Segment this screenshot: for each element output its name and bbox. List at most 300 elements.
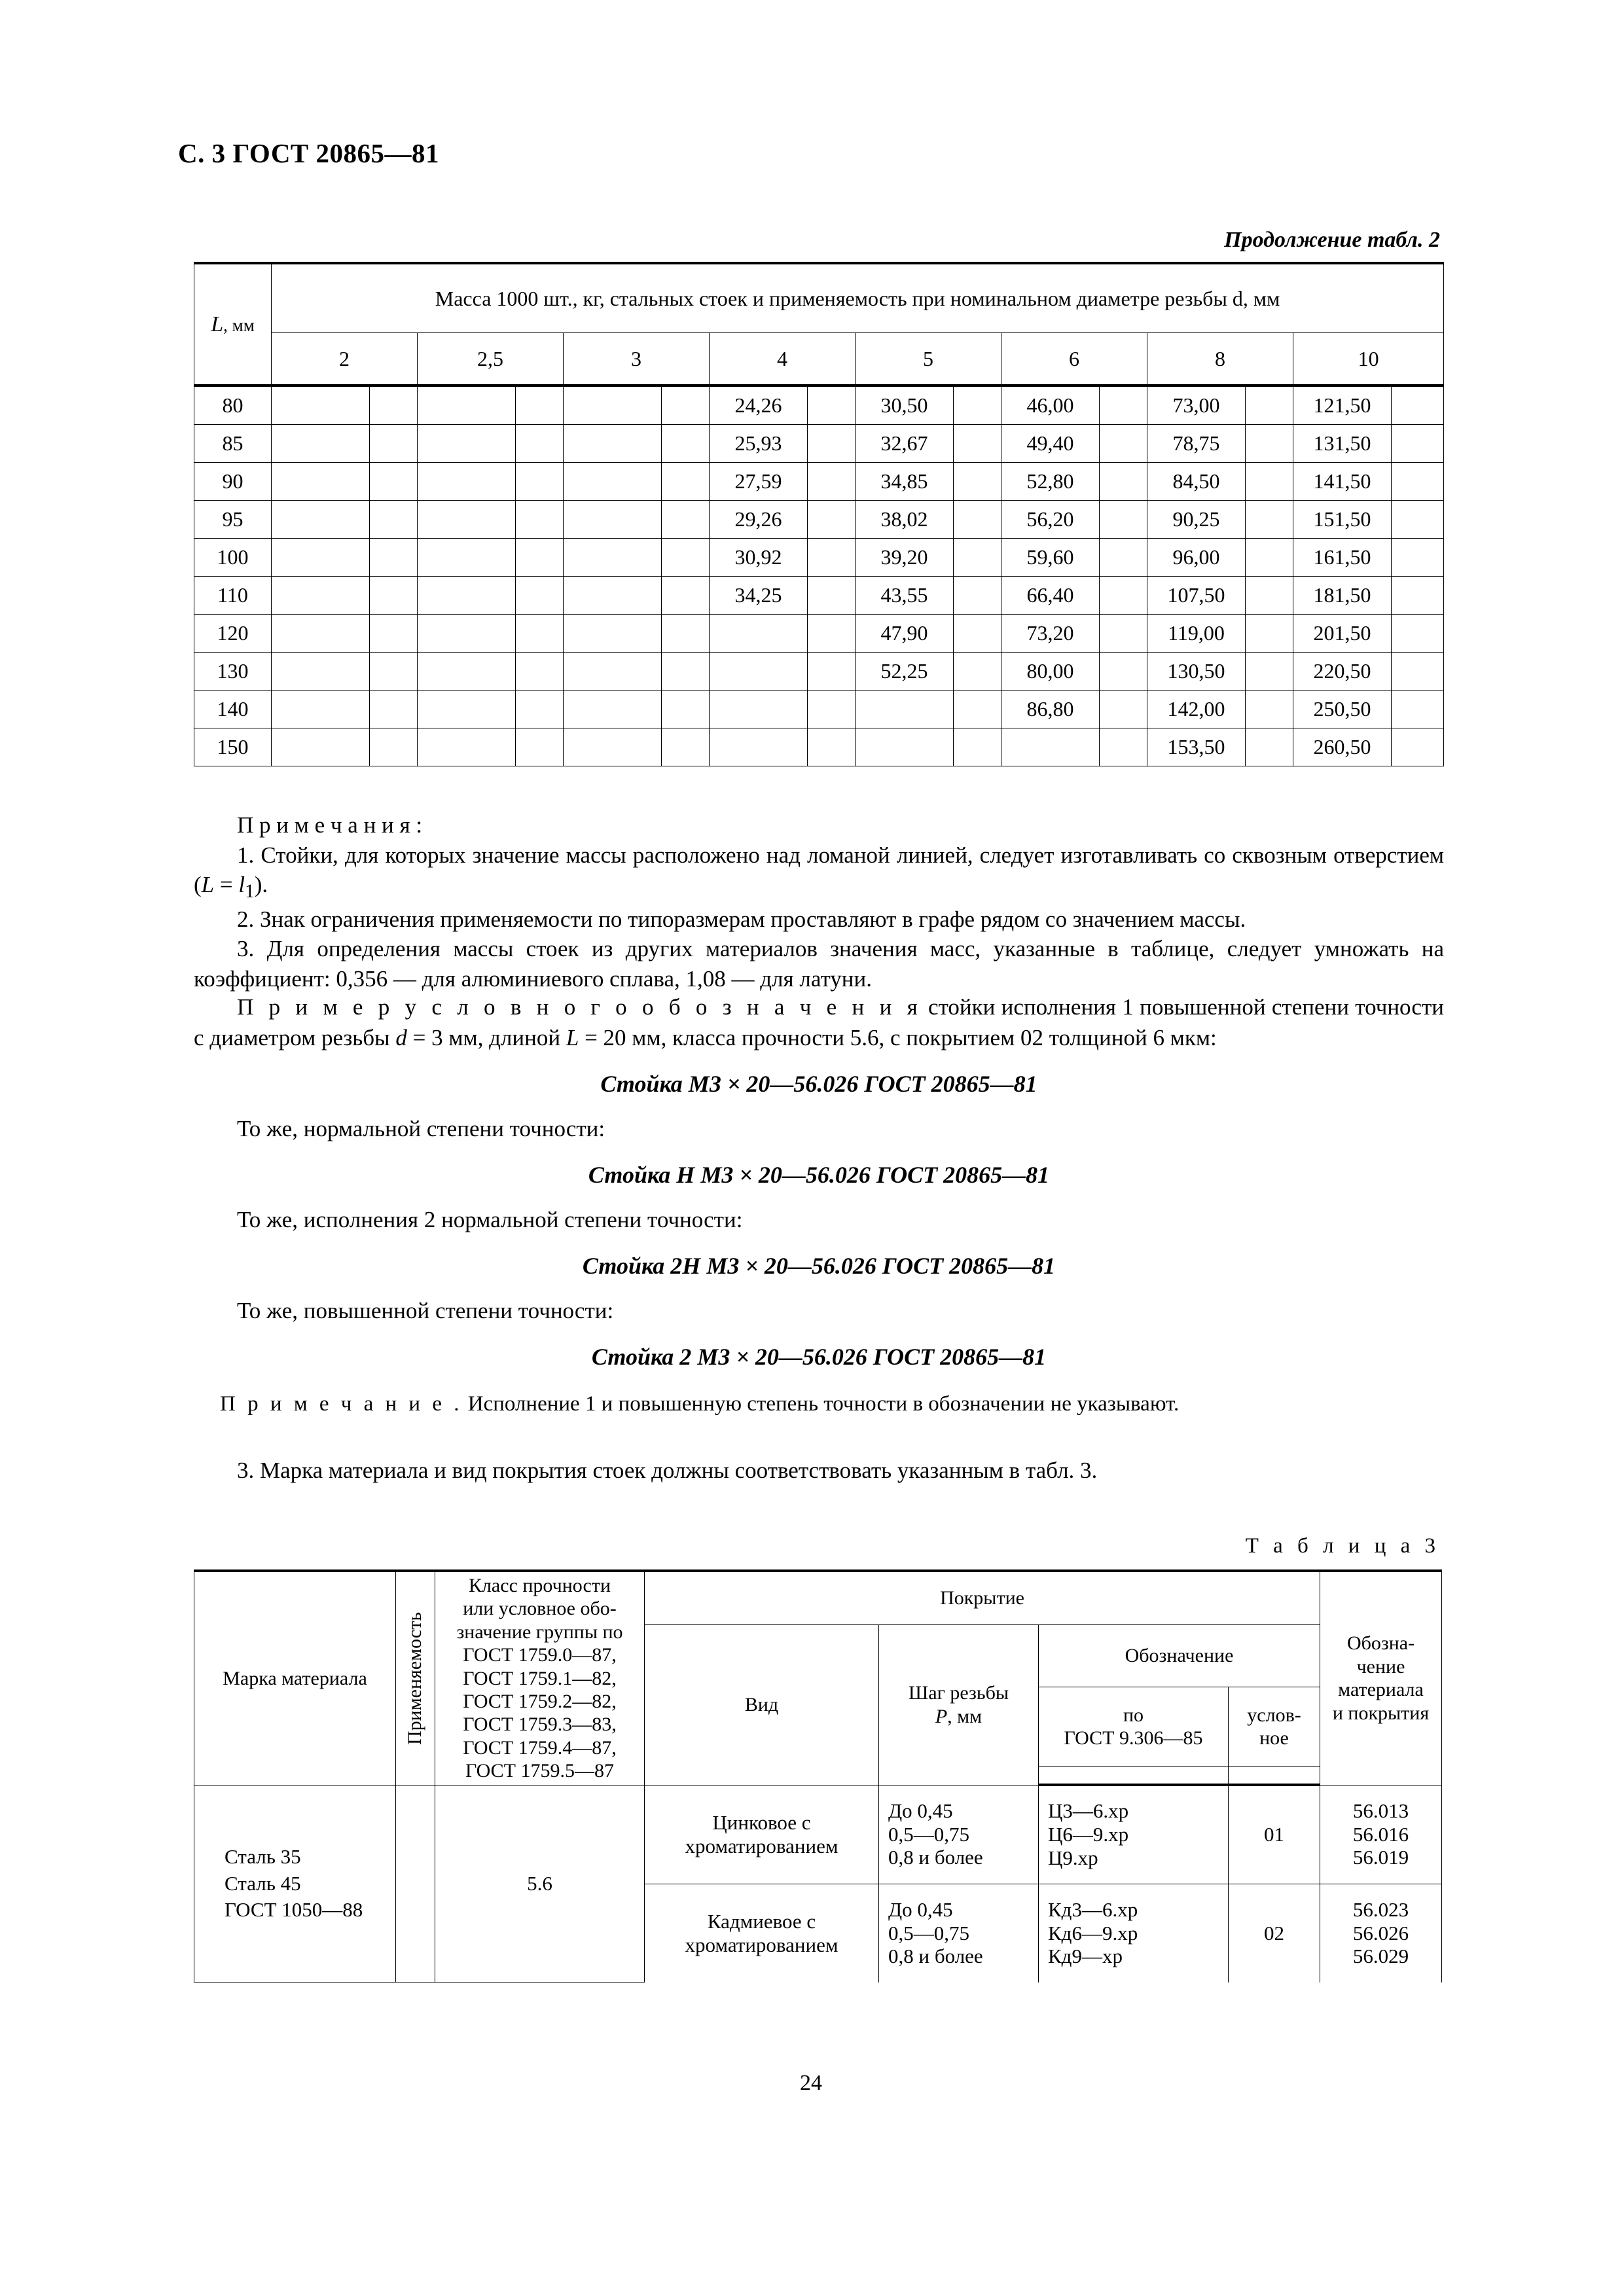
example-d-value: = 3 мм, длиной xyxy=(406,1024,566,1050)
strength-class-line-1: или условное обо- xyxy=(463,1598,617,1620)
table2-cell-applicability xyxy=(808,386,856,425)
table3-header-thread-pitch xyxy=(879,1625,1039,1785)
table2-cell-applicability xyxy=(1392,577,1444,615)
table2-cell-value xyxy=(272,653,370,691)
strength-class-line-5: ГОСТ 1759.2—82, xyxy=(463,1690,617,1712)
table2-cell-applicability xyxy=(370,728,418,766)
table2-cell-value: 30,92 xyxy=(710,539,808,577)
table2 xyxy=(194,262,1444,766)
table2-row-label: 130 xyxy=(194,653,272,691)
table2-cell-applicability xyxy=(954,501,1001,539)
table3-cell-pitch xyxy=(879,1785,1039,1884)
table3-header-spacer xyxy=(1229,1767,1320,1785)
table2-cell-value xyxy=(418,386,516,425)
note-1-eq: = xyxy=(214,872,239,897)
table2-cell-value: 86,80 xyxy=(1001,691,1100,728)
table2-stub-header-unit: , мм xyxy=(223,315,255,335)
designation-example-block xyxy=(194,992,1444,1486)
table2-header-row-1 xyxy=(194,263,1444,333)
table2-cell-value xyxy=(710,615,808,653)
table2-cell-applicability xyxy=(662,653,710,691)
table2-cell-value xyxy=(272,425,370,463)
table3-header-coating: Покрытие xyxy=(645,1571,1320,1625)
table2-cell-applicability xyxy=(1246,386,1293,425)
table2-cell-value xyxy=(418,425,516,463)
table2-cell-value: 130,50 xyxy=(1147,653,1246,691)
table2-cell-applicability xyxy=(808,615,856,653)
table2-row-label: 90 xyxy=(194,463,272,501)
table3-cell-applicability xyxy=(396,1785,435,1982)
table2-row-label: 110 xyxy=(194,577,272,615)
table2-cell-applicability xyxy=(1392,386,1444,425)
coating-kind-line-1: хроматированием xyxy=(685,1933,838,1956)
table2-cell-value: 96,00 xyxy=(1147,539,1246,577)
by-gost-line-2: ГОСТ 9.306—85 xyxy=(1064,1727,1203,1749)
example-intro-rest: стойки исполнения 1 повышенной степени точности с диаметром резьбы xyxy=(194,994,1444,1050)
table2-cell-value: 52,25 xyxy=(856,653,954,691)
table2-cell-applicability xyxy=(516,539,564,577)
table2-cell-value: 260,50 xyxy=(1293,728,1392,766)
table2-cell-applicability xyxy=(808,728,856,766)
table2-cell-value: 43,55 xyxy=(856,577,954,615)
strength-class-line-4: ГОСТ 1759.1—82, xyxy=(463,1667,617,1689)
table2-cell-value xyxy=(418,463,516,501)
designation-3: Стойка 2Н М3 × 20—56.026 ГОСТ 20865—81 xyxy=(582,1253,1056,1280)
table3-header-designation: Обозначение xyxy=(1039,1625,1320,1687)
table2-cell-applicability xyxy=(1100,386,1147,425)
conditional-line-1: услов- xyxy=(1247,1704,1301,1726)
table2-cell-value xyxy=(272,577,370,615)
thread-pitch-line-1: Шаг резьбы xyxy=(908,1682,1009,1704)
table2-continuation-caption: Продолжение табл. 2 xyxy=(1224,228,1440,252)
table2-cell-value: 29,26 xyxy=(710,501,808,539)
table2-cell-applicability xyxy=(1100,728,1147,766)
table3-header-conditional xyxy=(1229,1687,1320,1767)
table2-cell-applicability xyxy=(1246,653,1293,691)
table2-cell-applicability xyxy=(1246,501,1293,539)
pitch-line-2: 0,8 и более xyxy=(888,1846,983,1869)
gost-desig-line-2: Ц9.хр xyxy=(1048,1846,1098,1870)
table2-cell-applicability xyxy=(1246,539,1293,577)
table2-cell-value: 59,60 xyxy=(1001,539,1100,577)
table3-cell-mat-coat-designation xyxy=(1320,1785,1442,1884)
pitch-line-2: 0,8 и более xyxy=(888,1945,983,1968)
table2-cell-value: 220,50 xyxy=(1293,653,1392,691)
table2-cell-applicability xyxy=(954,728,1001,766)
example-L-value: = 20 мм, класса прочности 5.6, с покрытием 02 толщиной 6 мкм: xyxy=(579,1024,1217,1050)
table2-cell-applicability xyxy=(662,539,710,577)
note-item-2: 2. Знак ограничения применяемости по типоразмерам проставляют в графе рядом со значением массы. xyxy=(237,906,1246,932)
table2-stub-header-symbol: L xyxy=(211,312,224,336)
note-item-1 xyxy=(194,840,1444,905)
table3-cell-pitch xyxy=(879,1884,1039,1982)
table2-cell-applicability xyxy=(516,728,564,766)
table2-cell-applicability xyxy=(1246,425,1293,463)
table3-cell-gost-designation xyxy=(1039,1884,1229,1982)
table2-cell-value: 39,20 xyxy=(856,539,954,577)
material-line-0: Сталь 35 xyxy=(225,1845,301,1869)
table2-cell-value xyxy=(418,653,516,691)
table2-cell-value xyxy=(564,425,662,463)
strength-class-line-0: Класс прочности xyxy=(468,1574,611,1596)
table3-cell-coating-kind xyxy=(645,1884,879,1982)
table2-cell-value: 24,26 xyxy=(710,386,808,425)
material-line-2: ГОСТ 1050—88 xyxy=(225,1897,363,1921)
gost-desig-line-0: Кд3—6.хр xyxy=(1048,1897,1138,1921)
table3-cell-material xyxy=(194,1785,396,1982)
thread-pitch-symbol-P: P xyxy=(935,1705,948,1727)
table2-cell-value: 142,00 xyxy=(1147,691,1246,728)
table2-cell-value: 181,50 xyxy=(1293,577,1392,615)
table2-cell-applicability xyxy=(1100,615,1147,653)
table2-row xyxy=(194,501,1444,539)
table2-cell-applicability xyxy=(954,615,1001,653)
table2-cell-applicability xyxy=(370,539,418,577)
note-1-text-end: ). xyxy=(254,872,268,897)
table2-cell-applicability xyxy=(808,577,856,615)
running-head: С. 3 ГОСТ 20865—81 xyxy=(178,138,440,168)
table2-cell-applicability xyxy=(1392,615,1444,653)
table2-cell-applicability xyxy=(1246,615,1293,653)
table2-cell-applicability xyxy=(516,501,564,539)
table2-cell-value xyxy=(564,386,662,425)
table2-row-label: 120 xyxy=(194,615,272,653)
table2-cell-applicability xyxy=(370,386,418,425)
table2-cell-applicability xyxy=(1100,539,1147,577)
note-item-3: 3. Для определения массы стоек из других материалов значения масс, указанные в таблице, следует умножать на коэффициент: 0,356 — для алюминиевого сплава, 1,08 — для латуни. xyxy=(194,936,1444,992)
table2-cell-value xyxy=(710,653,808,691)
table2-cell-value: 49,40 xyxy=(1001,425,1100,463)
example-note-text: Исполнение 1 и повышенную степень точности в обозначении не указывают. xyxy=(462,1392,1180,1416)
table2-cell-value: 78,75 xyxy=(1147,425,1246,463)
table2-cell-applicability xyxy=(1246,577,1293,615)
table2-diameter-header-2: 2 xyxy=(272,333,418,386)
table2-cell-applicability xyxy=(808,691,856,728)
designation-2: Стойка Н М3 × 20—56.026 ГОСТ 20865—81 xyxy=(588,1161,1050,1188)
table2-cell-applicability xyxy=(1392,463,1444,501)
table2-span-header: Масса 1000 шт., кг, стальных стоек и применяемость при номинальном диаметре резьбы d, мм xyxy=(272,263,1444,333)
table2-cell-value: 34,25 xyxy=(710,577,808,615)
table2-cell-applicability xyxy=(808,463,856,501)
designation-1: Стойка М3 × 20—56.026 ГОСТ 20865—81 xyxy=(600,1070,1037,1097)
coating-kind-line-1: хроматированием xyxy=(685,1834,838,1857)
table3-cell-conditional: 01 xyxy=(1229,1785,1320,1884)
example-intro-spaced: П р и м е р у с л о в н о г о о б о з н а ч е н и я xyxy=(237,994,922,1020)
table3-header-applicability xyxy=(396,1571,435,1785)
table2-cell-applicability xyxy=(516,577,564,615)
table2-cell-value: 73,20 xyxy=(1001,615,1100,653)
table2-cell-applicability xyxy=(954,577,1001,615)
table2-cell-applicability xyxy=(954,653,1001,691)
table2-stub-header xyxy=(194,263,272,386)
table3-cell-coating-kind xyxy=(645,1785,879,1884)
mat-coat-desig-line-1: 56.026 xyxy=(1352,1921,1409,1945)
table2-cell-applicability xyxy=(1246,728,1293,766)
table2-cell-value: 27,59 xyxy=(710,463,808,501)
table2-cell-applicability xyxy=(516,425,564,463)
gost-desig-line-1: Ц6—9.хр xyxy=(1048,1823,1129,1846)
lead-2: То же, нормальной степени точности: xyxy=(237,1116,605,1142)
table2-cell-applicability xyxy=(662,386,710,425)
table2-cell-value xyxy=(856,691,954,728)
table2-cell-applicability xyxy=(1392,425,1444,463)
table3-cell-gost-designation xyxy=(1039,1785,1229,1884)
table2-cell-applicability xyxy=(662,577,710,615)
coating-kind-line-0: Цинковое с xyxy=(712,1810,811,1834)
strength-class-line-7: ГОСТ 1759.4—87, xyxy=(463,1736,617,1759)
table2-cell-value: 66,40 xyxy=(1001,577,1100,615)
strength-class-line-6: ГОСТ 1759.3—83, xyxy=(463,1713,617,1736)
table2-cell-value: 56,20 xyxy=(1001,501,1100,539)
pitch-line-1: 0,5—0,75 xyxy=(888,1822,969,1846)
mat-coat-desig-line-0: 56.013 xyxy=(1352,1799,1409,1822)
strength-class-line-3: ГОСТ 1759.0—87, xyxy=(463,1644,617,1666)
table2-cell-applicability xyxy=(370,615,418,653)
table2-cell-applicability xyxy=(808,539,856,577)
table2-cell-applicability xyxy=(808,425,856,463)
table2-diameter-header-3: 3 xyxy=(564,333,710,386)
table2-cell-applicability xyxy=(1392,691,1444,728)
table2-cell-applicability xyxy=(662,463,710,501)
pitch-line-1: 0,5—0,75 xyxy=(888,1921,969,1945)
table2-cell-applicability xyxy=(954,691,1001,728)
mat-coat-line-0: Обозна- xyxy=(1346,1632,1415,1655)
table2-cell-applicability xyxy=(1100,425,1147,463)
table2-cell-applicability xyxy=(1100,653,1147,691)
table2-cell-value xyxy=(710,728,808,766)
table2-cell-value: 153,50 xyxy=(1147,728,1246,766)
table2-row-label: 80 xyxy=(194,386,272,425)
table2-cell-value: 90,25 xyxy=(1147,501,1246,539)
table2-diameter-header-8: 8 xyxy=(1147,333,1293,386)
conditional-line-2: ное xyxy=(1259,1727,1289,1749)
table2-cell-value: 84,50 xyxy=(1147,463,1246,501)
table2-cell-value xyxy=(710,691,808,728)
table2-cell-applicability xyxy=(1392,653,1444,691)
example-symbol-L: L xyxy=(566,1024,579,1050)
table2-cell-value: 119,00 xyxy=(1147,615,1246,653)
table2-cell-value xyxy=(564,463,662,501)
table2-cell-applicability xyxy=(808,653,856,691)
table2-notes xyxy=(194,810,1444,994)
table2-cell-value xyxy=(564,691,662,728)
table2-cell-applicability xyxy=(662,501,710,539)
table2-cell-applicability xyxy=(662,728,710,766)
table2-cell-applicability xyxy=(516,653,564,691)
lead-3: То же, исполнения 2 нормальной степени точности: xyxy=(237,1207,743,1233)
table3-cell-strength-class: 5.6 xyxy=(435,1785,645,1982)
table2-cell-applicability xyxy=(662,691,710,728)
table2-diameter-header-2_5: 2,5 xyxy=(418,333,564,386)
table2-cell-value xyxy=(1001,728,1100,766)
pitch-line-0: До 0,45 xyxy=(888,1897,953,1921)
table2-cell-applicability xyxy=(1392,728,1444,766)
table2-cell-value xyxy=(564,577,662,615)
table2-cell-applicability xyxy=(370,577,418,615)
table2-cell-value: 141,50 xyxy=(1293,463,1392,501)
table2-cell-applicability xyxy=(516,463,564,501)
table2-cell-value: 161,50 xyxy=(1293,539,1392,577)
table2-cell-value xyxy=(564,501,662,539)
table3-cell-conditional: 02 xyxy=(1229,1884,1320,1982)
table2-cell-value xyxy=(272,386,370,425)
mat-coat-desig-line-1: 56.016 xyxy=(1352,1822,1409,1846)
table2-row xyxy=(194,425,1444,463)
table2-cell-value: 25,93 xyxy=(710,425,808,463)
table2-diameter-header-5: 5 xyxy=(856,333,1001,386)
table2-cell-value xyxy=(564,539,662,577)
table2-cell-value xyxy=(418,615,516,653)
table2-cell-value xyxy=(272,691,370,728)
table2-row xyxy=(194,728,1444,766)
table2-cell-value: 107,50 xyxy=(1147,577,1246,615)
table2-cell-value xyxy=(564,728,662,766)
pitch-line-0: До 0,45 xyxy=(888,1799,953,1822)
gost-desig-line-0: Ц3—6.хр xyxy=(1048,1799,1129,1823)
table2-row-label: 100 xyxy=(194,539,272,577)
table3-cell-mat-coat-designation xyxy=(1320,1884,1442,1982)
table3-header-applicability-text: Применяемость xyxy=(404,1611,426,1745)
table2-cell-value: 250,50 xyxy=(1293,691,1392,728)
table2-cell-applicability xyxy=(370,463,418,501)
table2-cell-value xyxy=(418,691,516,728)
table2-cell-applicability xyxy=(954,425,1001,463)
table2-cell-value: 73,00 xyxy=(1147,386,1246,425)
clause-3: 3. Марка материала и вид покрытия стоек должны соответствовать указанным в табл. 3. xyxy=(237,1457,1098,1483)
table2-cell-value: 131,50 xyxy=(1293,425,1392,463)
table2-cell-applicability xyxy=(1100,691,1147,728)
table2-cell-applicability xyxy=(516,691,564,728)
table2-cell-applicability xyxy=(370,691,418,728)
table2-cell-value xyxy=(418,501,516,539)
table2-row xyxy=(194,386,1444,425)
table2-cell-value: 80,00 xyxy=(1001,653,1100,691)
thread-pitch-unit: , мм xyxy=(947,1705,982,1727)
strength-class-line-8: ГОСТ 1759.5—87 xyxy=(465,1760,614,1782)
table2-row-label: 150 xyxy=(194,728,272,766)
table2-cell-value xyxy=(418,577,516,615)
table2-row-label: 140 xyxy=(194,691,272,728)
example-note-label: П р и м е ч а н и е . xyxy=(220,1392,463,1416)
table3-header-spacer xyxy=(1039,1767,1229,1785)
table2-row xyxy=(194,691,1444,728)
table2-cell-applicability xyxy=(954,463,1001,501)
example-symbol-d: d xyxy=(395,1024,407,1050)
mat-coat-desig-line-2: 56.029 xyxy=(1352,1945,1409,1968)
table2-cell-applicability xyxy=(516,386,564,425)
note-1-symbol-l: l xyxy=(238,872,245,897)
table2-cell-applicability xyxy=(370,653,418,691)
table2-cell-value: 47,90 xyxy=(856,615,954,653)
table2-cell-value xyxy=(272,728,370,766)
gost-desig-line-1: Кд6—9.хр xyxy=(1048,1921,1138,1945)
table2-cell-applicability xyxy=(1246,463,1293,501)
table2-cell-value: 30,50 xyxy=(856,386,954,425)
note-1-symbol-L: L xyxy=(201,872,215,897)
notes-title: П р и м е ч а н и я : xyxy=(237,812,423,838)
table2-cell-value xyxy=(418,539,516,577)
by-gost-line-1: по xyxy=(1123,1704,1144,1726)
table3-container xyxy=(194,1570,1441,1982)
lead-4: То же, повышенной степени точности: xyxy=(237,1298,614,1324)
table2-cell-value xyxy=(272,539,370,577)
table2-cell-value xyxy=(564,615,662,653)
table2-cell-value xyxy=(272,615,370,653)
designation-4: Стойка 2 М3 × 20—56.026 ГОСТ 20865—81 xyxy=(591,1344,1047,1371)
table3-header-kind: Вид xyxy=(645,1625,879,1785)
table2-diameter-header-6: 6 xyxy=(1001,333,1147,386)
table2-cell-applicability xyxy=(370,501,418,539)
table2-cell-applicability xyxy=(662,615,710,653)
note-1-subscript: 1 xyxy=(245,881,255,902)
table2-cell-applicability xyxy=(808,501,856,539)
example-note xyxy=(194,1390,1444,1418)
table2-cell-value: 38,02 xyxy=(856,501,954,539)
table2-cell-value: 34,85 xyxy=(856,463,954,501)
table2-row xyxy=(194,653,1444,691)
table2-row-label: 85 xyxy=(194,425,272,463)
table2-row xyxy=(194,615,1444,653)
example-intro xyxy=(194,992,1444,1054)
table2-cell-value: 121,50 xyxy=(1293,386,1392,425)
table3-header-material-grade: Марка материала xyxy=(194,1571,396,1785)
mat-coat-line-2: материала xyxy=(1338,1679,1424,1701)
table2-row xyxy=(194,539,1444,577)
table3-header-mat-coat-designation xyxy=(1320,1571,1442,1785)
table2-cell-applicability xyxy=(954,539,1001,577)
table2-container xyxy=(194,262,1441,766)
table3-header-by-gost xyxy=(1039,1687,1229,1767)
table2-cell-value xyxy=(418,728,516,766)
table3-row xyxy=(194,1785,1442,1884)
coating-kind-line-0: Кадмиевое с xyxy=(707,1909,816,1933)
page-number: 24 xyxy=(800,2071,822,2095)
table2-cell-value xyxy=(272,501,370,539)
table2-row-label: 95 xyxy=(194,501,272,539)
table2-cell-value: 46,00 xyxy=(1001,386,1100,425)
table2-cell-value xyxy=(272,463,370,501)
strength-class-line-2: значение группы по xyxy=(456,1621,623,1643)
mat-coat-line-1: чение xyxy=(1356,1655,1405,1677)
table2-cell-applicability xyxy=(1100,501,1147,539)
table2-cell-applicability xyxy=(1100,463,1147,501)
table2-cell-value xyxy=(856,728,954,766)
table3 xyxy=(194,1570,1442,1982)
table2-cell-applicability xyxy=(516,615,564,653)
mat-coat-line-3: и покрытия xyxy=(1332,1702,1430,1724)
table2-cell-applicability xyxy=(954,386,1001,425)
table2-diameter-header-10: 10 xyxy=(1293,333,1444,386)
table2-cell-value: 32,67 xyxy=(856,425,954,463)
table2-cell-applicability xyxy=(1100,577,1147,615)
table2-cell-applicability xyxy=(1392,501,1444,539)
gost-desig-line-2: Кд9—хр xyxy=(1048,1945,1123,1968)
mat-coat-desig-line-2: 56.019 xyxy=(1352,1846,1409,1869)
table2-cell-value: 52,80 xyxy=(1001,463,1100,501)
table2-cell-value: 151,50 xyxy=(1293,501,1392,539)
table2-cell-applicability xyxy=(662,425,710,463)
material-line-1: Сталь 45 xyxy=(225,1871,301,1895)
table2-cell-applicability xyxy=(1392,539,1444,577)
table3-caption: Т а б л и ц а 3 xyxy=(1245,1534,1440,1558)
table2-header-row-2 xyxy=(194,333,1444,386)
table2-cell-value: 201,50 xyxy=(1293,615,1392,653)
table2-diameter-header-4: 4 xyxy=(710,333,856,386)
table2-cell-applicability xyxy=(370,425,418,463)
table2-cell-value xyxy=(564,653,662,691)
table2-row xyxy=(194,463,1444,501)
table3-header-strength-class xyxy=(435,1571,645,1785)
